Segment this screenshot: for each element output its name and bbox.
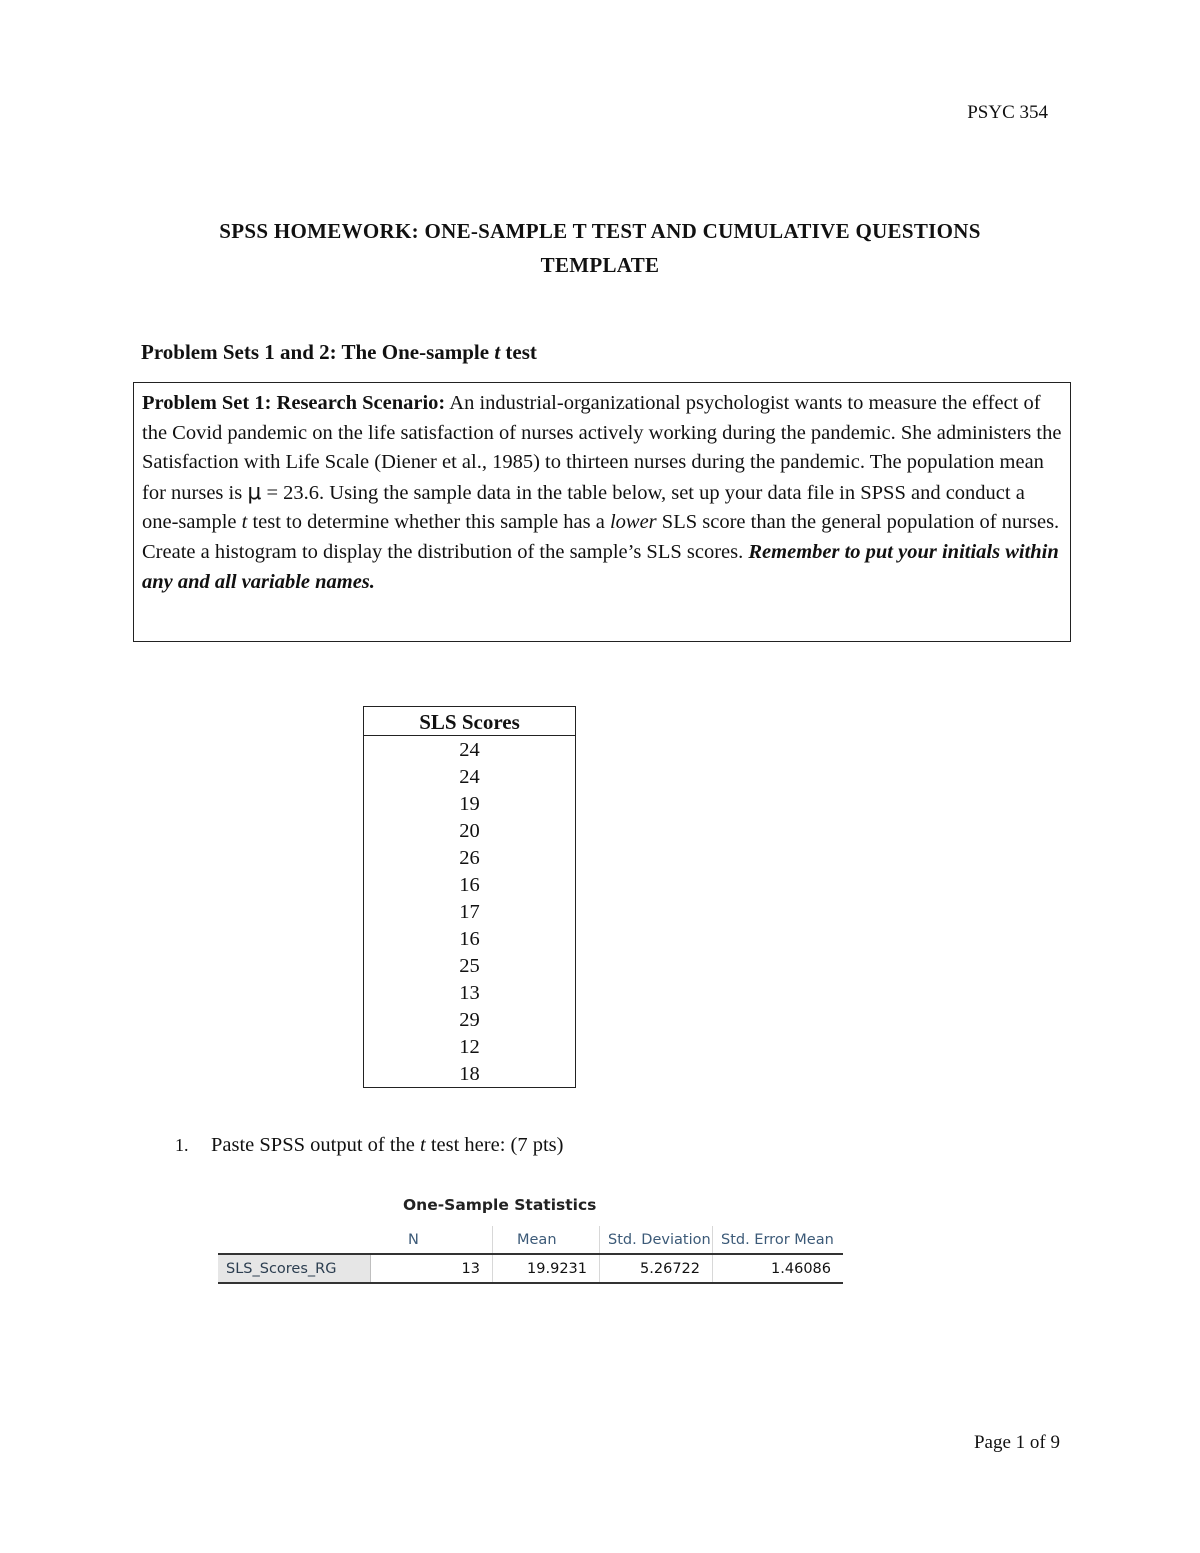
spss-header-row: [218, 1226, 843, 1254]
sls-scores-table: [363, 706, 576, 1088]
sls-value: 16: [459, 874, 480, 896]
spss-header-blank: [218, 1226, 370, 1254]
sls-value: 29: [459, 1009, 480, 1031]
mu-symbol: μ: [247, 479, 262, 505]
research-scenario-box: [133, 382, 1071, 642]
title-line-1: SPSS HOMEWORK: ONE-SAMPLE T TEST AND CUMULATIVE QUESTIONS: [219, 219, 981, 243]
course-header: PSYC 354: [967, 102, 1048, 123]
spss-cell: 1.46086: [713, 1254, 844, 1283]
question-1: [175, 1134, 563, 1157]
question-text-pre: Paste SPSS output of the: [211, 1134, 421, 1156]
sls-value: 17: [459, 901, 480, 923]
spss-col-header: Std. Deviation: [600, 1226, 713, 1254]
spss-cell: 13: [370, 1254, 493, 1283]
sls-value: 19: [459, 793, 480, 815]
section-heading-t: t: [494, 340, 501, 364]
sls-value: 18: [459, 1063, 480, 1085]
scenario-t: t: [241, 511, 248, 534]
sls-value: 26: [459, 847, 480, 869]
sls-table-values: [364, 736, 575, 1088]
spss-output-table: [218, 1226, 843, 1284]
question-t: t: [420, 1134, 426, 1156]
page-title: [0, 214, 1200, 282]
spss-col-header: Std. Error Mean: [713, 1226, 844, 1254]
sls-value: 24: [459, 739, 480, 761]
question-text-post: test here: (7 pts): [425, 1134, 564, 1156]
spss-col-header: Mean: [493, 1226, 600, 1254]
scenario-emphasis: Remember to put your initials within any and all variable names.: [142, 540, 1059, 593]
sls-value: 16: [459, 928, 480, 950]
sls-value: 20: [459, 820, 480, 842]
sls-value: 12: [459, 1036, 480, 1058]
sls-value: 24: [459, 766, 480, 788]
spss-col-header: N: [408, 1231, 419, 1248]
scenario-text-2: = 23.6. Using the sample data in the table below, set up your data file in SPSS and conduct a one-sample: [142, 481, 1025, 534]
section-heading-pre: Problem Sets 1 and 2: The One-sample: [141, 340, 495, 364]
page-number: Page 1 of 9: [973, 1432, 1060, 1453]
scenario-text-1: An industrial-organizational psychologist wants to measure the effect of the Covid pandemic on the life satisfaction of nurses actively working during the pandemic. She administers the Satisfaction with Life Scale (Diener et al., 1985) to thirteen nurses during the pandemic. The population mean for nurses is: [142, 392, 1062, 504]
spss-cell: 19.9231: [493, 1254, 600, 1283]
sls-value: 13: [459, 982, 480, 1004]
scenario-lead: Problem Set 1: Research Scenario:: [142, 392, 446, 414]
section-heading-post: test: [500, 340, 537, 364]
sls-value: 25: [459, 955, 480, 977]
question-number: 1.: [175, 1135, 189, 1155]
scenario-lower: lower: [609, 511, 657, 534]
scenario-text-4: SLS score than the general population of nurses. Create a histogram to display the distribution of the sample’s SLS scores.: [142, 511, 1060, 563]
spss-output-title: One-Sample Statistics: [403, 1196, 597, 1214]
sls-table-header: SLS Scores: [364, 707, 575, 736]
section-heading: [141, 340, 537, 365]
spss-data-row: [218, 1254, 843, 1283]
spss-row-label: SLS_Scores_RG: [218, 1254, 370, 1283]
scenario-text-3: test to determine whether this sample has a: [247, 511, 610, 534]
spss-cell: 5.26722: [600, 1254, 713, 1283]
title-line-2: TEMPLATE: [540, 253, 660, 277]
